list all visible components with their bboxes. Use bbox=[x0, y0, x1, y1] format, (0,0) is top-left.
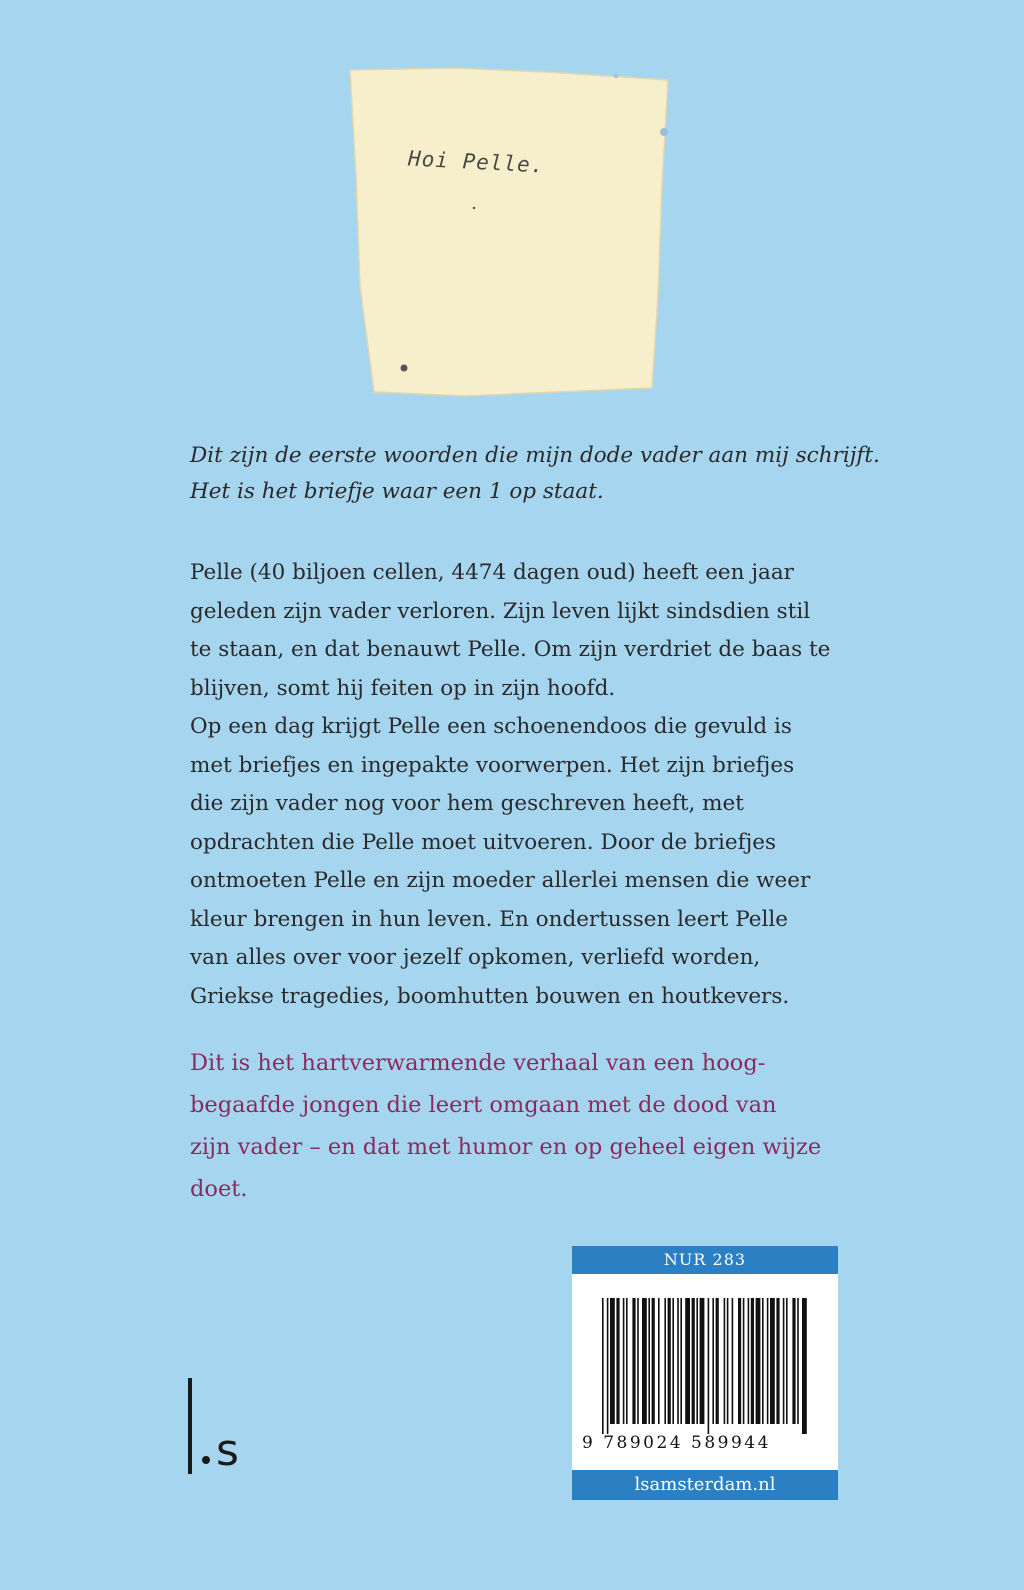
paper-note bbox=[346, 66, 674, 404]
barcode-bar bbox=[756, 1298, 761, 1424]
barcode-bar bbox=[712, 1298, 714, 1424]
barcode-bar bbox=[642, 1298, 647, 1424]
barcode-bar bbox=[668, 1298, 671, 1424]
publisher-url: lsamsterdam.nl bbox=[572, 1470, 838, 1500]
barcode-bar bbox=[783, 1298, 785, 1424]
barcode-block bbox=[572, 1246, 838, 1500]
nur-code: NUR 283 bbox=[572, 1246, 838, 1274]
barcode-bar bbox=[610, 1298, 615, 1424]
barcode-bar bbox=[623, 1298, 625, 1424]
barcode-bar bbox=[708, 1298, 710, 1434]
blurb-line: blijven, somt hij feiten op in zijn hoofd. bbox=[190, 675, 616, 701]
barcode-bar bbox=[692, 1298, 695, 1424]
tagline-line: begaafde jongen die leert omgaan met de dood van bbox=[190, 1092, 777, 1118]
barcode-bar bbox=[770, 1298, 775, 1424]
tagline bbox=[190, 1042, 910, 1210]
barcode-bar bbox=[637, 1298, 639, 1424]
barcode-bar bbox=[748, 1298, 750, 1424]
barcode-bar bbox=[767, 1298, 769, 1424]
barcode-bar bbox=[762, 1298, 764, 1424]
blurb-line: te staan, en dat benauwt Pelle. Om zijn verdriet de baas te bbox=[190, 637, 831, 662]
tagline-line: Dit is het hartverwarmende verhaal van een hoog- bbox=[190, 1050, 766, 1076]
barcode-icon bbox=[572, 1274, 838, 1434]
barcode-bar bbox=[727, 1298, 729, 1424]
logo-letter: s bbox=[216, 1425, 239, 1476]
barcode-bar bbox=[680, 1298, 682, 1424]
barcode-bar bbox=[677, 1298, 679, 1424]
barcode-bar bbox=[664, 1298, 666, 1424]
blurb-line: geleden zijn vader verloren. Zijn leven lijkt sindsdien stil bbox=[190, 598, 811, 624]
blurb-line: met briefjes en ingepakte voorwerpen. Het zijn briefjes bbox=[190, 752, 795, 778]
barcode-bar bbox=[602, 1298, 604, 1434]
logo-bar bbox=[188, 1378, 192, 1474]
barcode-bar bbox=[797, 1298, 799, 1424]
quote-line: Dit zijn de eerste woorden die mijn dode vader aan mij schrijft. bbox=[190, 443, 880, 468]
barcode-bar bbox=[724, 1298, 726, 1424]
barcode-bar bbox=[751, 1298, 754, 1424]
tagline-line: doet. bbox=[190, 1176, 248, 1202]
barcode-bar bbox=[696, 1298, 698, 1424]
blurb-line: Op een dag krijgt Pelle een schoenendoos die gevuld is bbox=[190, 714, 792, 739]
opening-quote bbox=[190, 438, 910, 510]
blurb-line: opdrachten die Pelle moet uitvoeren. Door de briefjes bbox=[190, 829, 777, 855]
barcode-bar bbox=[685, 1298, 690, 1424]
tagline-line: zijn vader – en dat met humor en op geheel eigen wijze bbox=[190, 1134, 822, 1160]
paper-note-shape bbox=[346, 66, 674, 404]
blurb-line: kleur brengen in hun leven. En ondertussen leert Pelle bbox=[190, 906, 788, 932]
barcode-bar bbox=[786, 1298, 788, 1424]
barcode-bar bbox=[626, 1298, 628, 1424]
blurb-line: Griekse tragedies, boomhutten bouwen en houtkevers. bbox=[190, 983, 790, 1009]
blurb-line: van alles over voor jezelf opkomen, verliefd worden, bbox=[190, 945, 761, 970]
note-handwriting: Hoi Pelle. bbox=[407, 146, 545, 178]
barcode-bar bbox=[716, 1298, 719, 1424]
barcode-bar bbox=[732, 1298, 734, 1424]
logo-dot bbox=[202, 1456, 210, 1464]
barcode-bar bbox=[792, 1298, 795, 1424]
barcode-bar bbox=[607, 1298, 609, 1434]
publisher-logo bbox=[186, 1378, 266, 1474]
barcode-bar bbox=[616, 1298, 619, 1424]
barcode-bar bbox=[743, 1298, 745, 1424]
blurb-text bbox=[190, 554, 910, 1016]
barcode-bar bbox=[652, 1298, 655, 1424]
barcode-bar bbox=[776, 1298, 779, 1424]
isbn-number: 9 789024 589944 bbox=[582, 1433, 771, 1453]
barcode-bar bbox=[738, 1298, 741, 1424]
barcode-bar bbox=[802, 1298, 807, 1434]
barcode-bar bbox=[632, 1298, 635, 1424]
barcode-bar bbox=[672, 1298, 674, 1424]
blurb-line: Pelle (40 biljoen cellen, 4474 dagen oud) heeft een jaar bbox=[190, 560, 794, 585]
barcode-bar bbox=[700, 1298, 705, 1424]
quote-line: Het is het briefje waar een 1 op staat. bbox=[190, 479, 604, 504]
blurb-line: ontmoeten Pelle en zijn moeder allerlei mensen die weer bbox=[190, 868, 811, 893]
blurb-line: die zijn vader nog voor hem geschreven heeft, met bbox=[190, 791, 744, 816]
barcode-bar bbox=[658, 1298, 660, 1424]
barcode-bar bbox=[648, 1298, 650, 1424]
